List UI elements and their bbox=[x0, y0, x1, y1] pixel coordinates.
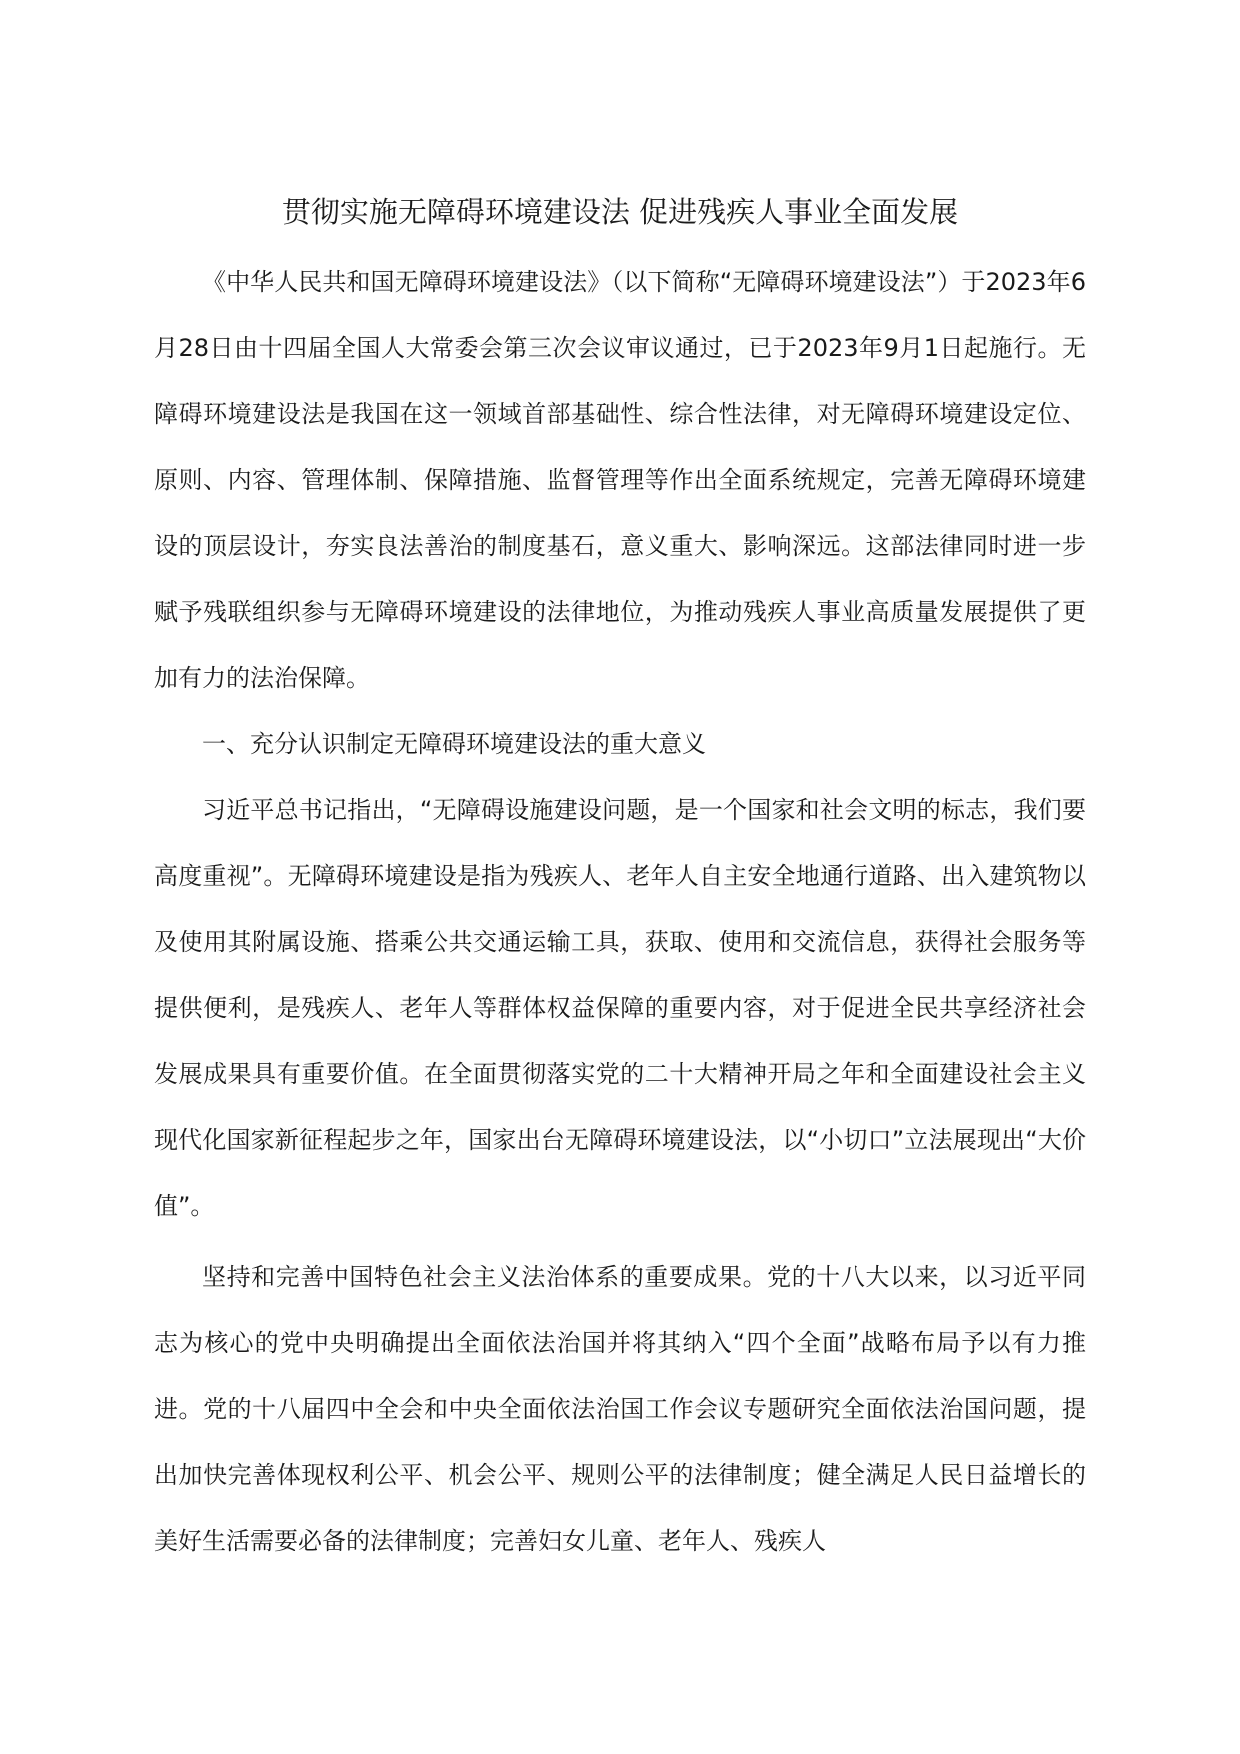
document-body bbox=[154, 249, 1086, 1574]
section-heading-1: 一、充分认识制定无障碍环境建设法的重大意义 bbox=[202, 730, 706, 758]
intro-paragraph: 《中华人民共和国无障碍环境建设法》（以下简称“无障碍环境建设法”）于2023年6月28日由十四届全国人大常委会第三次会议审议通过，已于2023年9月1日起施行。无障碍环境建设法是我国在这一领域首部基础性、综合性法律，对无障碍环境建设定位、原则、内容、管理体制、保障措施、监督管理等作出全面系统规定，完善无障碍环境建设的顶层设计，夯实良法善治的制度基石，意义重大、影响深远。这部法律同时进一步赋予残联组织参与无障碍环境建设的法律地位，为推动残疾人事业高质量发展提供了更加有力的法治保障。 bbox=[154, 268, 1086, 692]
body-paragraph: 坚持和完善中国特色社会主义法治体系的重要成果。党的十八大以来，以习近平同志为核心的党中央明确提出全面依法治国并将其纳入“四个全面”战略布局予以有力推进。党的十八届四中全会和中央全面依法治国工作会议专题研究全面依法治国问题，提出加快完善体现权利公平、机会公平、规则公平的法律制度；健全满足人民日益增长的美好生活需要必备的法律制度；完善妇女儿童、老年人、残疾人 bbox=[154, 1263, 1086, 1555]
document-title: 贯彻实施无障碍环境建设法 促进残疾人事业全面发展 bbox=[281, 195, 959, 229]
body-paragraph: 习近平总书记指出，“无障碍设施建设问题，是一个国家和社会文明的标志，我们要高度重视”。无障碍环境建设是指为残疾人、老年人自主安全地通行道路、出入建筑物以及使用其附属设施、搭乘公共交通运输工具，获取、使用和交流信息，获得社会服务等提供便利，是残疾人、老年人等群体权益保障的重要内容，对于促进全民共享经济社会发展成果具有重要价值。在全面贯彻落实党的二十大精神开局之年和全面建设社会主义现代化国家新征程起步之年，国家出台无障碍环境建设法，以“小切口”立法展现出“大价值”。 bbox=[154, 796, 1086, 1220]
